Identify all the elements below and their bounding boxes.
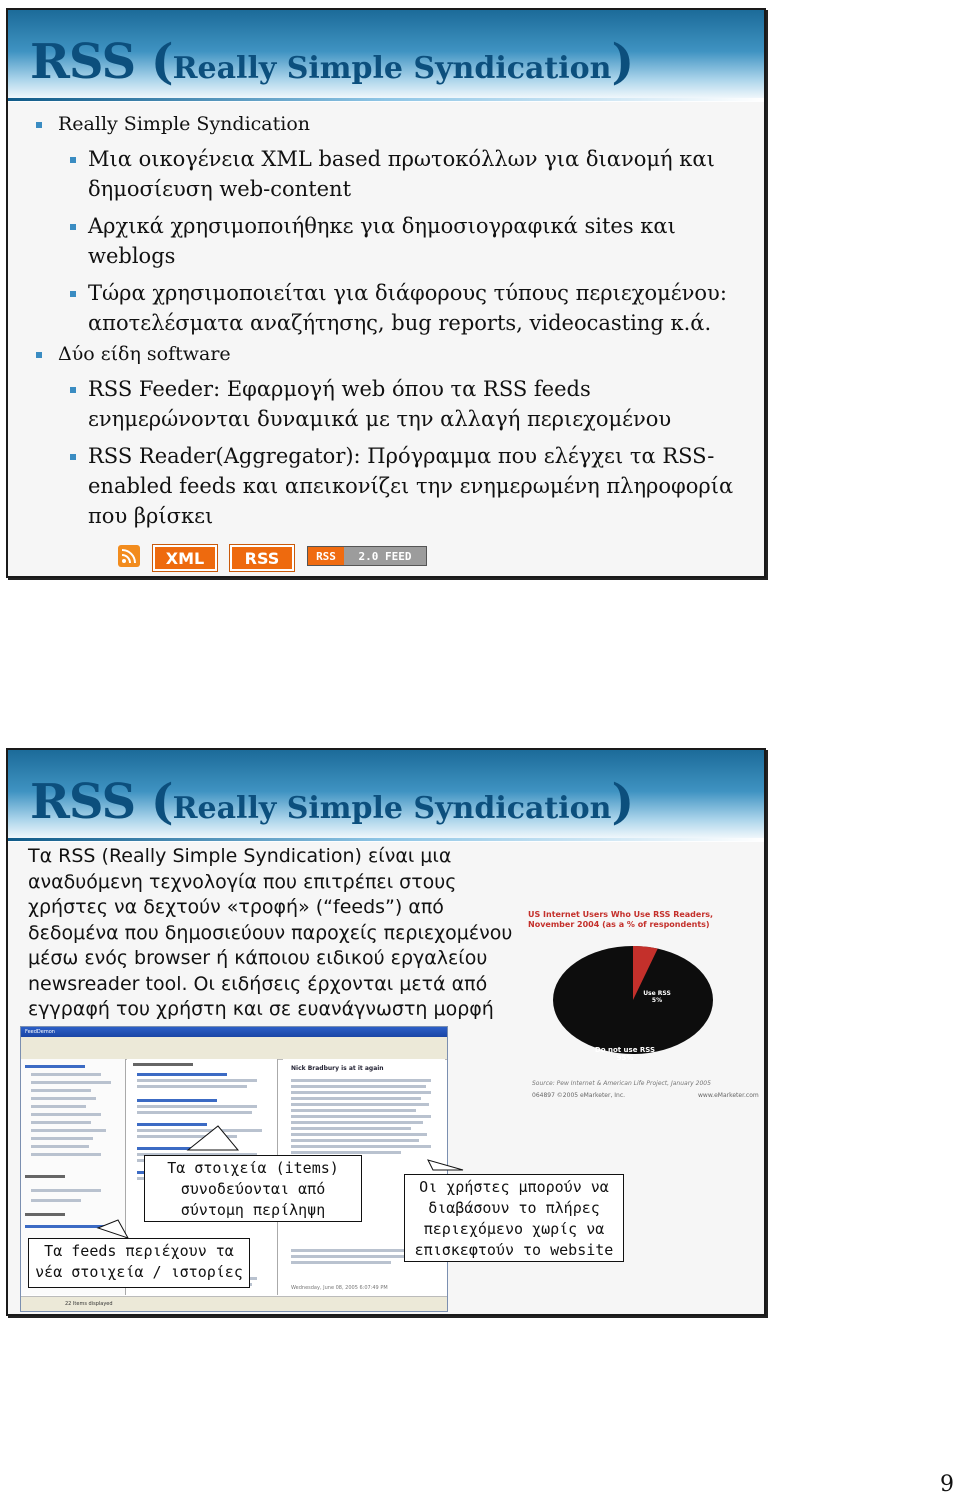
list-item: Αρχικά χρησιμοποιήθηκε για δημοσιογραφικά sites και weblogs [88, 214, 676, 268]
pie-label-use: Use RSS 5% [643, 990, 671, 1004]
callout-users: Οι χρήστες μπορούν να διαβάσουν το πλήρες περιεχόμενο χωρίς να επισκεφτούν το website [404, 1174, 624, 1262]
feed-badge-right: 2.0 FEED [358, 549, 412, 563]
title-rule [8, 838, 764, 841]
list-item: Τώρα χρησιμοποιείται για διάφορους τύπους περιεχομένου: αποτελέσματα αναζήτησης, bug reports, videocasting κ.ά. [88, 281, 727, 335]
bullet-icon [70, 157, 76, 163]
article-date: Wednesday, June 08, 2005 6:07:49 PM [291, 1285, 388, 1291]
bullet-icon [70, 454, 76, 460]
section-label: Really Simple Syndication [58, 113, 311, 135]
app-title: FeedDemon [25, 1029, 55, 1035]
app-toolbar [21, 1045, 447, 1060]
list-item: RSS Feeder: Εφαρμογή web όπου τα RSS feeds ενημερώνονται δυναμικά με την αλλαγή περιεχομένου [88, 377, 672, 431]
intro-paragraph: Τα RSS (Really Simple Syndication) είναι μια αναδυόμενη τεχνολογία που επιτρέπει στους χρήστες να δεχτούν «τροφή» (“feeds”) από δεδομένα που δημοσιεύουν παροχείς περιεχομένου μέσω ενός browser ή κάποιου ειδικού εργαλείου newsreader tool. Οι ειδήσεις έρχονται μετά από εγγραφή του χρήστη και σε ευανάγνωστη μορφή [28, 845, 513, 1020]
article-heading: Nick Bradbury is at it again [291, 1065, 384, 1072]
rss-feed-icon [118, 545, 140, 567]
callout-feeds: Τα feeds περιέχουν τα νέα στοιχεία / ιστορίες [28, 1238, 250, 1288]
bullet-icon [70, 224, 76, 230]
pie-source-id: 064897 ©2005 eMarketer, Inc. [532, 1092, 626, 1099]
section-label: Δύο είδη software [58, 343, 231, 365]
page-number: 9 [940, 1472, 954, 1497]
rss-badge: RSS [230, 545, 294, 571]
xml-badge: XML [153, 545, 217, 571]
app-statusbar [21, 1296, 447, 1311]
list-item: RSS Reader(Aggregator): Πρόγραμμα που ελέγχει τα RSS-enabled feeds και απεικονίζει την ενημερωμένη πληροφορία που βρίσκει [88, 444, 734, 528]
slide-1 [6, 8, 766, 578]
title-rule [8, 98, 764, 101]
bullet-icon [36, 122, 42, 128]
slide-2 [6, 748, 766, 1316]
pie-chart [528, 910, 758, 1070]
rss-2-feed-badge [308, 547, 426, 565]
pie-site: www.eMarketer.com [698, 1092, 759, 1099]
slide-1-title: RSS (Really Simple Syndication) [30, 34, 635, 90]
bullet-icon [36, 352, 42, 358]
pie-label-not-use: Do not use RSS 95% [594, 1046, 656, 1062]
app-titlebar [21, 1027, 447, 1037]
list-item: Μια οικογένεια XML based πρωτοκόλλων για διανομή και δημοσίευση web-content [88, 147, 715, 201]
bullet-icon [70, 291, 76, 297]
status-text: 22 Items displayed [65, 1301, 113, 1307]
feed-badge-left: RSS [308, 547, 344, 565]
callout-items: Τα στοιχεία (items) συνοδεύονται από σύντομη περίληψη [144, 1155, 362, 1222]
pie-source: Source: Pew Internet & American Life Project, January 2005 [532, 1080, 711, 1087]
slide-2-title: RSS (Really Simple Syndication) [30, 774, 635, 830]
bullet-icon [70, 387, 76, 393]
pie-chart-title: US Internet Users Who Use RSS Readers, November 2004 (as a % of respondents) [528, 910, 714, 929]
app-menubar [21, 1037, 447, 1045]
